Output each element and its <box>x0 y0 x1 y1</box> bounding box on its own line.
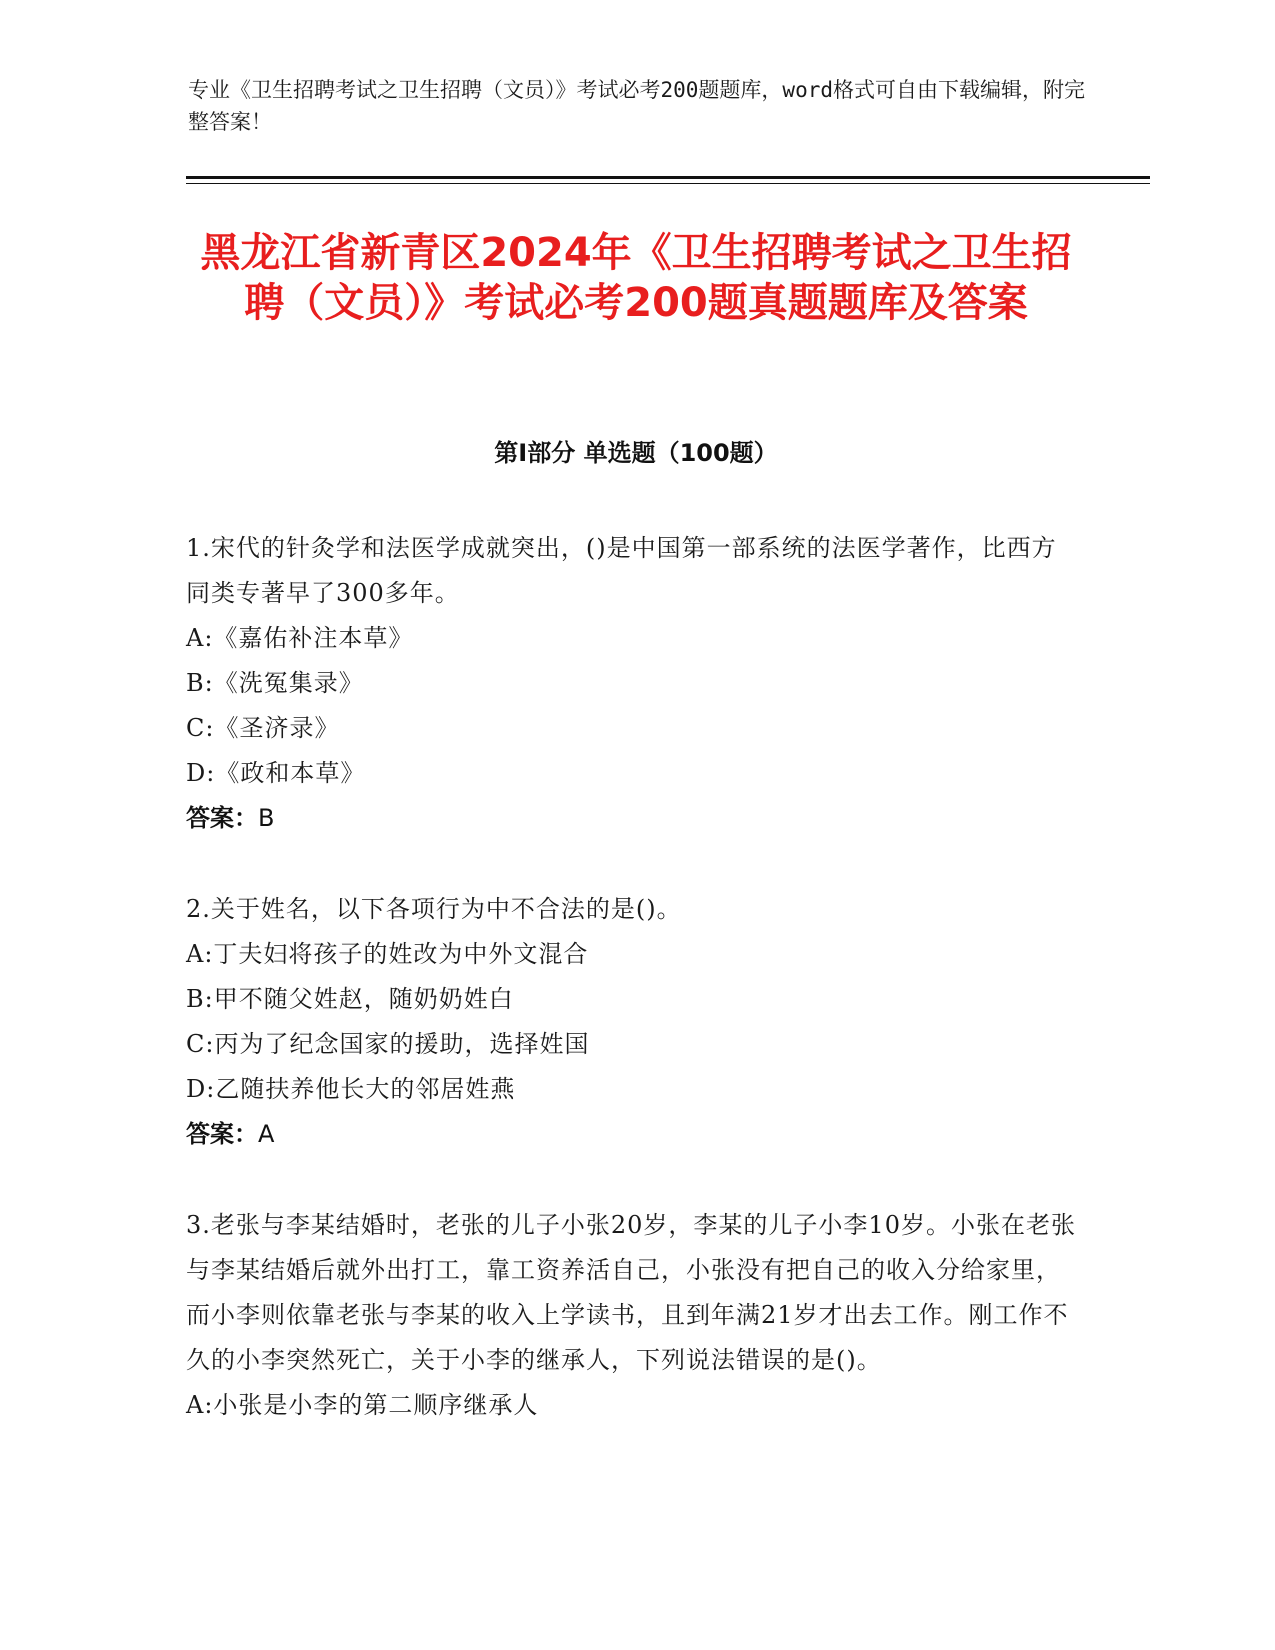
answer-value: B <box>258 804 275 832</box>
option-c: C:《圣济录》 <box>186 714 340 742</box>
option-b: B:《洗冤集录》 <box>186 669 364 697</box>
question-list <box>186 526 1076 1474</box>
question-3 <box>186 1203 1076 1428</box>
option-d: D:《政和本草》 <box>186 759 366 787</box>
question-stem: 1.宋代的针灸学和法医学成就突出，()是中国第一部系统的法医学著作，比西方同类专著早了300多年。 <box>186 534 1057 607</box>
section-title: 第Ⅰ部分 单选题（100题） <box>494 439 778 467</box>
answer-label: 答案： <box>186 1120 258 1148</box>
answer-value: A <box>258 1120 275 1148</box>
answer-line <box>186 1112 1076 1157</box>
option-a: A:《嘉佑补注本草》 <box>186 624 414 652</box>
question-stem: 3.老张与李某结婚时，老张的儿子小张20岁，李某的儿子小李10岁。小张在老张与李某结婚后就外出打工，靠工资养活自己，小张没有把自己的收入分给家里，而小李则依靠老张与李某的收入上学读书，且到年满21岁才出去工作。刚工作不久的小李突然死亡，关于小李的继承人，下列说法错误的是()。 <box>186 1211 1076 1374</box>
question-2 <box>186 887 1076 1157</box>
header-rule-thick <box>186 176 1150 179</box>
option-c: C:丙为了纪念国家的援助，选择姓国 <box>186 1030 590 1058</box>
header-rule-thin <box>186 183 1150 184</box>
answer-line <box>186 796 1076 841</box>
question-1 <box>186 526 1076 841</box>
header-note: 专业《卫生招聘考试之卫生招聘（文员）》考试必考200题题库，word格式可自由下载编辑，附完整答案！ <box>188 78 1085 134</box>
option-b: B:甲不随父姓赵，随奶奶姓白 <box>186 985 514 1013</box>
question-stem: 2.关于姓名，以下各项行为中不合法的是()。 <box>186 895 682 923</box>
option-d: D:乙随扶养他长大的邻居姓燕 <box>186 1075 516 1103</box>
option-a: A:小张是小李的第二顺序继承人 <box>186 1391 539 1419</box>
document-title: 黑龙江省新青区2024年《卫生招聘考试之卫生招聘（文员）》考试必考200题真题题库及答案 <box>200 230 1072 326</box>
answer-label: 答案： <box>186 804 258 832</box>
option-a: A:丁夫妇将孩子的姓改为中外文混合 <box>186 940 589 968</box>
